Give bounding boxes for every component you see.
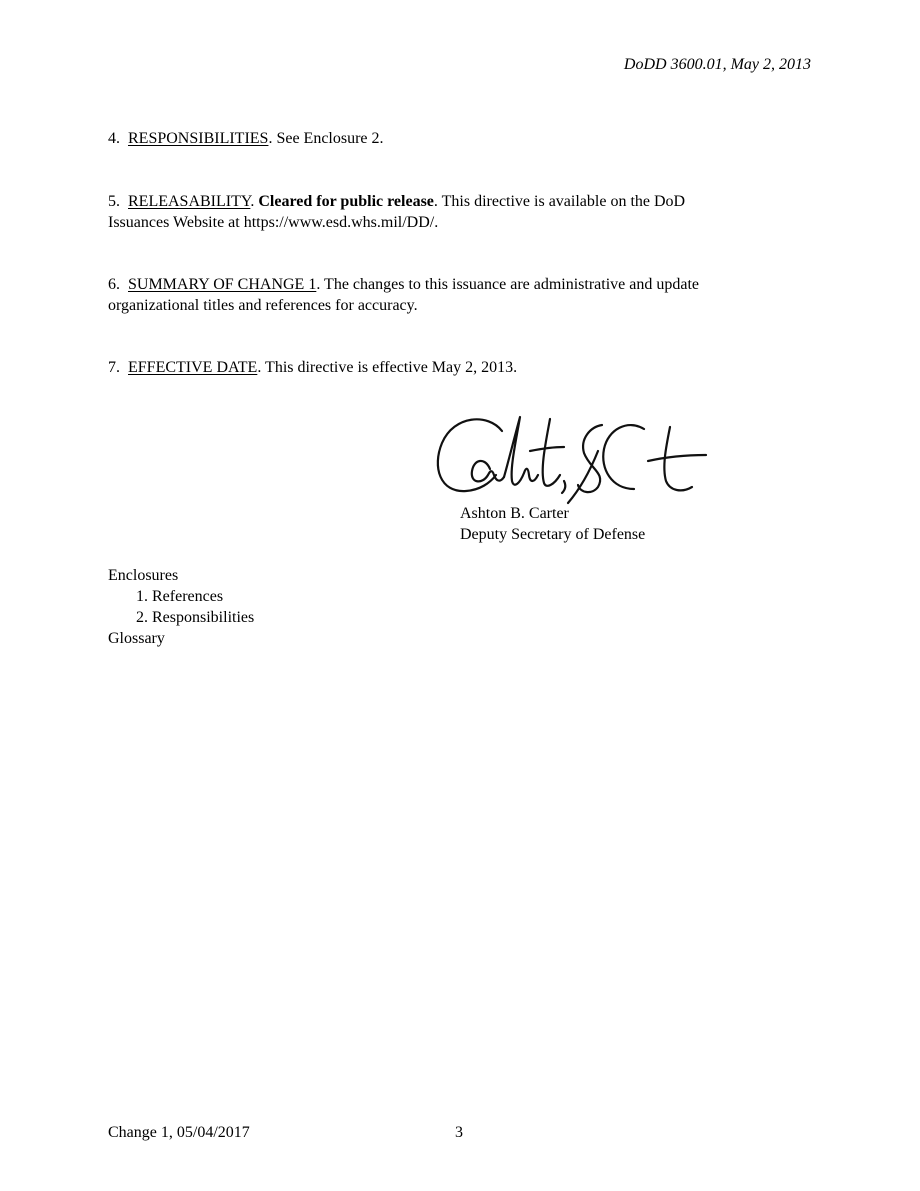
glossary-label: Glossary bbox=[108, 630, 165, 647]
section-effective-date bbox=[108, 357, 808, 378]
enclosure-item-references: 1. References bbox=[136, 588, 224, 605]
page-header: DoDD 3600.01, May 2, 2013 bbox=[623, 56, 811, 73]
section-number: 7. bbox=[108, 359, 120, 376]
enclosure-item-responsibilities: 2. Responsibilities bbox=[136, 609, 255, 626]
signer-title: Deputy Secretary of Defense bbox=[460, 526, 646, 543]
section-heading: EFFECTIVE DATE bbox=[128, 359, 258, 376]
handwritten-signature bbox=[430, 405, 720, 505]
section-releasability bbox=[108, 191, 808, 233]
footer-page-number: 3 bbox=[455, 1124, 463, 1141]
section-separator: . bbox=[250, 193, 259, 210]
signature-block bbox=[460, 503, 645, 545]
section-number: 6. bbox=[108, 276, 120, 293]
section-heading: RELEASABILITY bbox=[128, 193, 251, 210]
section-number: 5. bbox=[108, 193, 120, 210]
section-heading: SUMMARY OF CHANGE 1 bbox=[128, 276, 317, 293]
section-summary-of-change bbox=[108, 274, 808, 316]
section-text: . This directive is available on the DoD bbox=[433, 193, 686, 210]
section-heading: RESPONSIBILITIES bbox=[128, 130, 269, 147]
section-line-2: organizational titles and references for accuracy. bbox=[108, 297, 418, 314]
section-line-1 bbox=[108, 191, 808, 212]
footer-change-note: Change 1, 05/04/2017 bbox=[108, 1124, 250, 1141]
section-line-2: Issuances Website at https://www.esd.whs.mil/DD/. bbox=[108, 214, 439, 231]
release-statement: Cleared for public release bbox=[258, 193, 434, 210]
enclosures-heading: Enclosures bbox=[108, 567, 179, 584]
signer-name: Ashton B. Carter bbox=[460, 505, 569, 522]
enclosures-list bbox=[108, 565, 254, 649]
section-responsibilities bbox=[108, 128, 808, 149]
section-text: . See Enclosure 2. bbox=[268, 130, 384, 147]
section-text: . The changes to this issuance are administrative and update bbox=[316, 276, 700, 293]
section-line-1 bbox=[108, 274, 808, 295]
section-number: 4. bbox=[108, 130, 120, 147]
section-text: . This directive is effective May 2, 2013. bbox=[257, 359, 518, 376]
